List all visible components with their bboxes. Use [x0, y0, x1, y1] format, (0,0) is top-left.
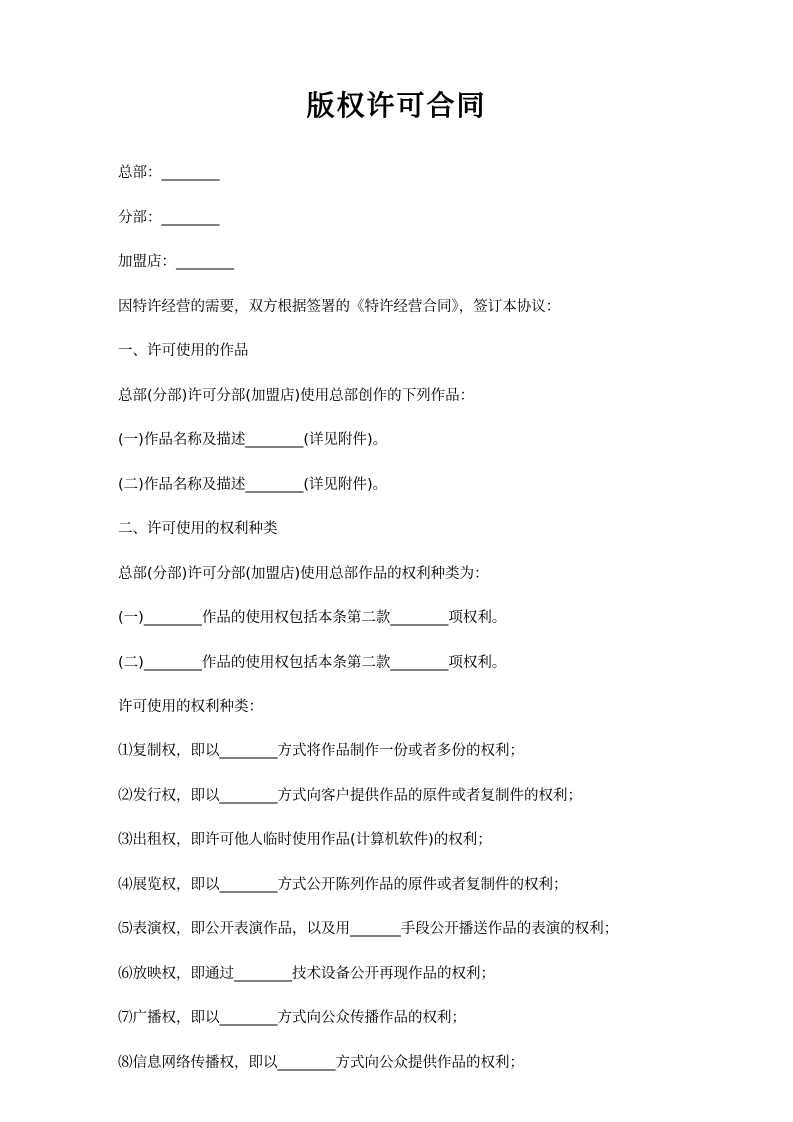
- paragraph-headquarters: 总部：________: [118, 165, 220, 182]
- paragraph-right-distribution: ⑵发行权，即以________方式向客户提供作品的原件或者复制件的权利；: [118, 787, 582, 804]
- paragraph-franchise-store: 加盟店：________: [118, 254, 234, 271]
- paragraph-right-performance: ⑸表演权，即公开表演作品，以及用_______手段公开播送作品的表演的权利；: [118, 921, 619, 938]
- paragraph-rights-item-1: (一)________作品的使用权包括本条第二款________项权利。: [118, 610, 507, 627]
- paragraph-right-broadcast: ⑺广播权，即以________方式向公众传播作品的权利；: [118, 1010, 466, 1027]
- paragraph-works-intro: 总部(分部)许可分部(加盟店)使用总部创作的下列作品：: [118, 387, 475, 404]
- paragraph-rights-intro: 总部(分部)许可分部(加盟店)使用总部作品的权利种类为：: [118, 565, 489, 582]
- section-heading-rights: 二、许可使用的权利种类: [118, 521, 278, 538]
- paragraph-rights-list-label: 许可使用的权利种类：: [118, 699, 263, 716]
- paragraph-preamble: 因特许经营的需要，双方根据签署的《特许经营合同》，签订本协议：: [118, 298, 561, 315]
- paragraph-work-item-2: (二)作品名称及描述________(详见附件)。: [118, 476, 388, 493]
- paragraph-rights-item-2: (二)________作品的使用权包括本条第二款________项权利。: [118, 654, 507, 671]
- paragraph-branch: 分部：________: [118, 209, 220, 226]
- paragraph-right-rental: ⑶出租权，即许可他人临时使用作品(计算机软件)的权利；: [118, 832, 492, 849]
- section-heading-works: 一、许可使用的作品: [118, 343, 249, 360]
- document-body: [118, 162, 675, 1074]
- paragraph-right-exhibition: ⑷展览权，即以________方式公开陈列作品的原件或者复制件的权利；: [118, 876, 568, 893]
- paragraph-right-projection: ⑹放映权，即通过________技术设备公开再现作品的权利；: [118, 965, 495, 982]
- page-title: 版权许可合同: [306, 89, 487, 122]
- paragraph-right-reproduction: ⑴复制权，即以________方式将作品制作一份或者多份的权利；: [118, 743, 524, 760]
- paragraph-work-item-1: (一)作品名称及描述________(详见附件)。: [118, 432, 388, 449]
- paragraph-right-network-dissemination: ⑻信息网络传播权，即以________方式向公众提供作品的权利；: [118, 1054, 524, 1071]
